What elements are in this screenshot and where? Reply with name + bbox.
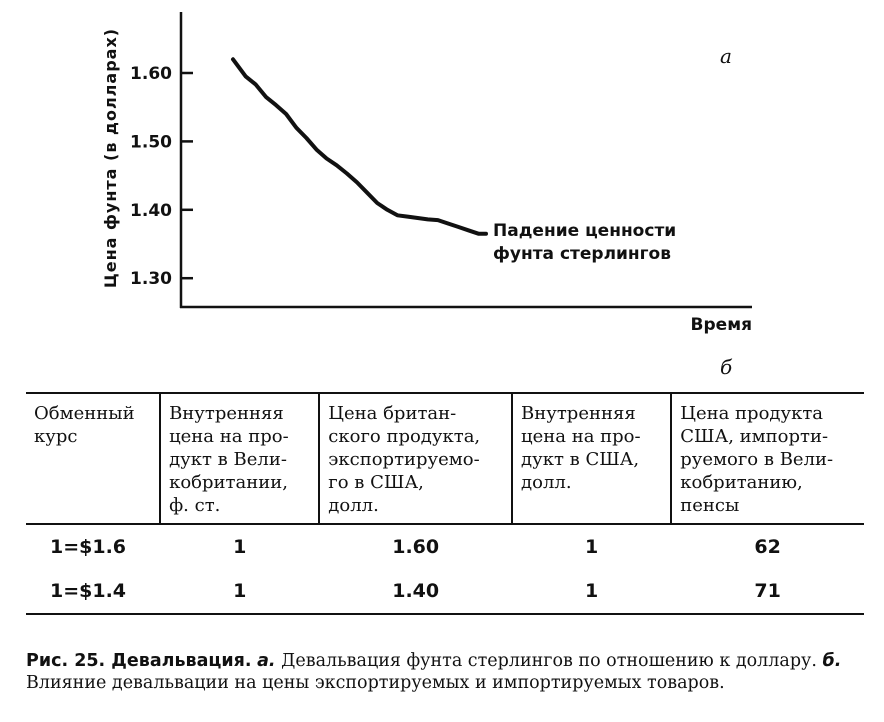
column-header-line: руемого в Вели- <box>680 449 834 470</box>
table-cell: 1 <box>512 569 671 614</box>
column-header-line: США, импорти- <box>680 426 829 447</box>
column-header-line: Цена продукта <box>680 403 824 424</box>
column-header-line: го в США, <box>328 472 424 493</box>
annotation-line-2: фунта стерлингов <box>493 244 671 264</box>
column-header-line: курс <box>34 426 78 447</box>
table-row <box>26 524 864 569</box>
column-header-line: ф. ст. <box>169 495 221 516</box>
column-header-line: Обменный <box>34 403 135 424</box>
exchange-rate-cell: 1=$1.4 <box>26 569 160 614</box>
table-body <box>26 524 864 614</box>
panel-b-label: б <box>720 355 733 379</box>
table-row <box>26 569 864 614</box>
table-cell: 1 <box>585 536 599 558</box>
column-header-line: ского продукта, <box>328 426 481 447</box>
y-tick-label: 1.60 <box>130 64 172 84</box>
column-header-line: Внутренняя <box>521 403 636 424</box>
caption-a-label: а. <box>257 651 276 671</box>
column-header <box>160 393 319 524</box>
column-header <box>512 393 671 524</box>
caption-text-b: Влияние девальвации на цены экспортируемых и импортируемых товаров. <box>26 673 725 693</box>
column-header <box>26 393 160 524</box>
column-header-line: кобритании, <box>169 472 288 493</box>
x-axis-label: Время <box>690 315 752 335</box>
column-header <box>671 393 864 524</box>
table-cell: 71 <box>671 569 864 614</box>
column-header-line: дукт в США, <box>521 449 640 470</box>
y-tick-label: 1.40 <box>130 200 172 221</box>
y-axis-label: Цена фунта (в долларах) <box>101 27 120 289</box>
column-header-line: цена на про- <box>169 426 289 447</box>
column-header-line: долл. <box>328 495 379 516</box>
y-tick-label: 1.30 <box>130 269 172 290</box>
table-cell: 1.60 <box>392 536 440 558</box>
column-header-line: цена на про- <box>521 426 641 447</box>
table-header-row <box>26 393 864 524</box>
column-header-line: экспортируемо- <box>328 449 480 470</box>
column-header-line: Цена британ- <box>328 403 457 424</box>
table-cell: 1 <box>160 569 319 614</box>
column-header-line: долл. <box>521 472 572 493</box>
annotation-line-1: Падение ценности <box>493 221 677 241</box>
column-header-line: кобританию, <box>680 472 803 493</box>
series-line <box>233 59 486 233</box>
caption-b-label: б. <box>822 651 842 671</box>
column-header-line: дукт в Вели- <box>169 449 287 470</box>
panel-a-label: a <box>720 44 732 68</box>
chart <box>0 0 884 350</box>
y-tick-label: 1.50 <box>130 132 172 153</box>
table-cell: 1 <box>233 536 247 558</box>
figure-caption <box>26 650 864 694</box>
caption-text-a: Девальвация фунта стерлингов по отношению к доллару. <box>281 651 817 671</box>
column-header <box>319 393 512 524</box>
column-header-line: Внутренняя <box>169 403 284 424</box>
exchange-rate-cell: 1=$1.6 <box>50 536 127 558</box>
column-header-line: пенсы <box>680 495 740 516</box>
devaluation-table <box>26 392 864 615</box>
table-cell: 62 <box>754 536 781 558</box>
table-cell: 1.40 <box>319 569 512 614</box>
caption-title: Рис. 25. Девальвация. <box>26 651 252 671</box>
